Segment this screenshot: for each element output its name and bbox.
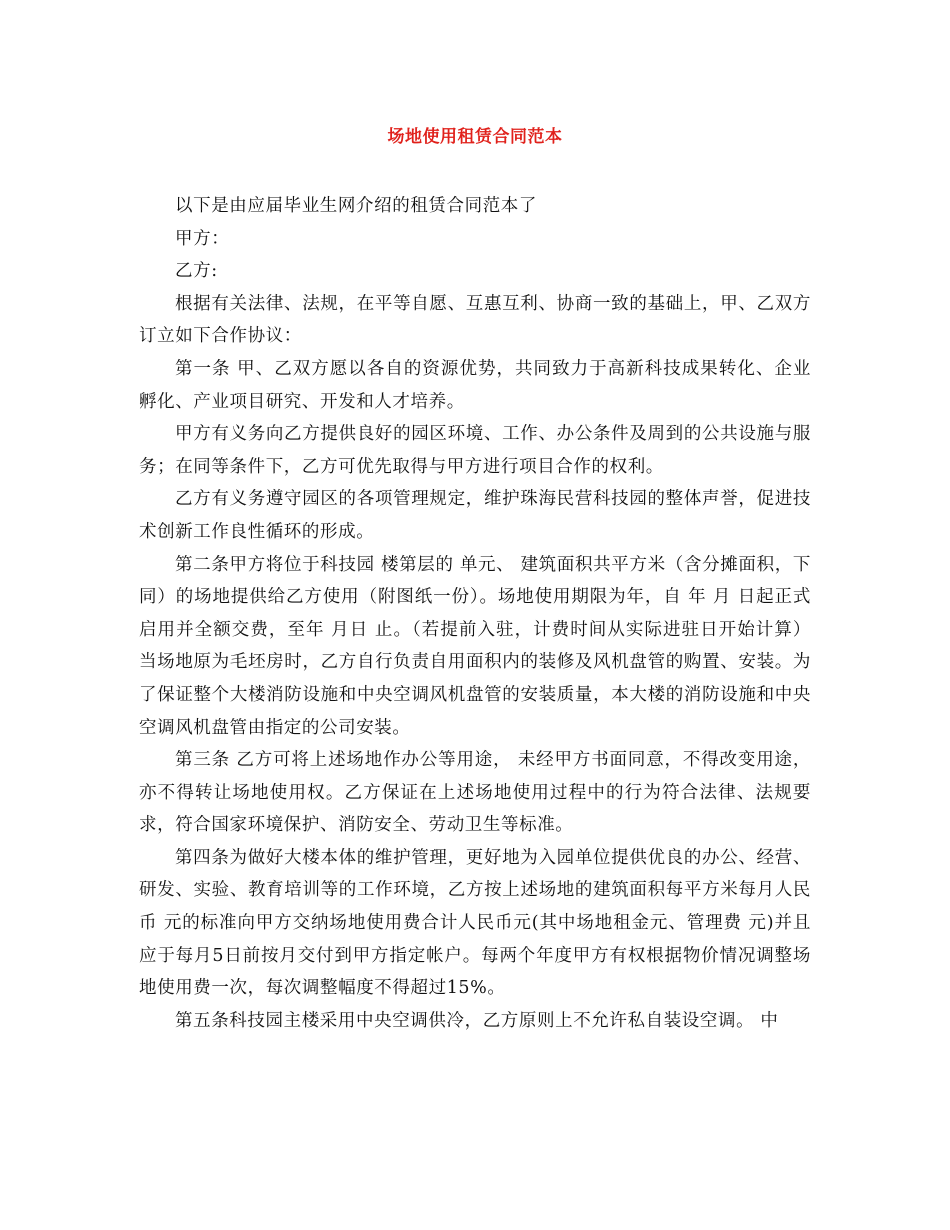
- paragraph-party-a-duty: 甲方有义务向乙方提供良好的园区环境、工作、办公条件及周到的公共设施与服务；在同等条件下，乙方可优先取得与甲方进行项目合作的权利。: [139, 424, 811, 477]
- paragraph-party-a: 甲方：: [175, 228, 230, 249]
- paragraph-article-4: 第四条为做好大楼本体的维护管理，更好地为入园单位提供优良的办公、经营、研发、实验、教育培训等的工作环境，乙方按上述场地的建筑面积每平方米每月人民币 元的标准向甲方交纳场地使用费合计人民币元(其中场地租金元、管理费 元)并且应于每月5日前按月交付到甲方指定帐户。每两个年度甲方有权根据物价情况调整场地使用费一次，每次调整幅度不得超过15%。: [139, 847, 811, 999]
- paragraph-article-2: 第二条甲方将位于科技园 楼第层的 单元、 建筑面积共平方米（含分摊面积，下同）的场地提供给乙方使用（附图纸一份）。场地使用期限为年，自 年 月 日起正式启用并全额交费，至年 月日 止。（若提前入驻，计费时间从实际进驻日开始计算） 当场地原为毛坯房时，乙方自行负责自用面积内的装修及风机盘管的购置、安装。为了保证整个大楼消防设施和中央空调风机盘管的安装质量，本大楼的消防设施和中央空调风机盘管由指定的公司安装。: [139, 554, 811, 738]
- paragraph-party-b-duty: 乙方有义务遵守园区的各项管理规定，维护珠海民营科技园的整体声誉，促进技术创新工作良性循环的形成。: [139, 489, 811, 542]
- paragraph-preamble: 根据有关法律、法规，在平等自愿、互惠互利、协商一致的基础上，甲、乙双方订立如下合作协议：: [139, 293, 811, 347]
- document-title: 场地使用租赁合同范本: [387, 127, 563, 147]
- document-body: [139, 190, 811, 1037]
- paragraph-party-b: 乙方:: [175, 261, 218, 282]
- paragraph-intro: 以下是由应届毕业生网介绍的租赁合同范本了: [175, 196, 537, 216]
- paragraph-article-1: 第一条 甲、乙双方愿以各自的资源优势，共同致力于高新科技成果转化、企业孵化、产业项目研究、开发和人才培养。: [139, 358, 811, 412]
- paragraph-article-5: 第五条科技园主楼采用中央空调供冷，乙方原则上不允许私自装设空调。 中: [175, 1010, 779, 1031]
- paragraph-article-3: 第三条 乙方可将上述场地作办公等用途， 未经甲方书面同意，不得改变用途，亦不得转让场地使用权。乙方保证在上述场地使用过程中的行为符合法律、法规要求，符合国家环境保护、消防安全、劳动卫生等标准。: [139, 750, 811, 836]
